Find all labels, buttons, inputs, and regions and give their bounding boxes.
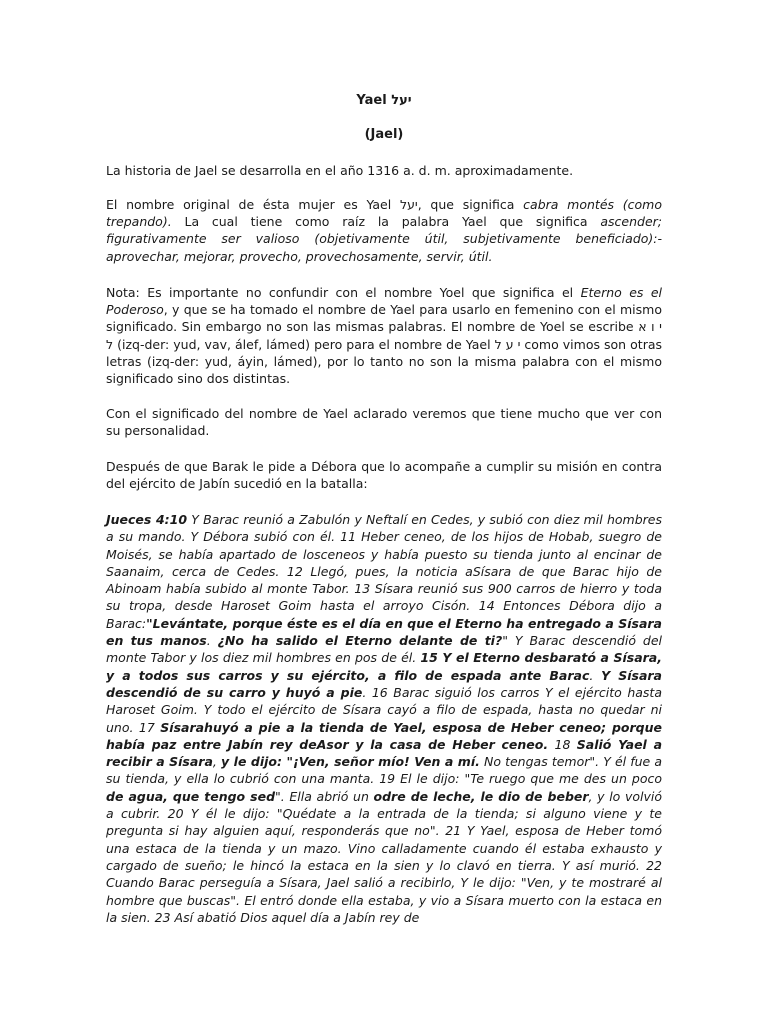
italic-span: ascender; figurativamente ser valioso (objetivamente útil, subjetivamente beneficiado):-aprovechar, mejorar, provecho, provechosamente, servir, útil. <box>106 214 662 264</box>
text-span: . <box>206 633 218 649</box>
text-span: El nombre original de ésta mujer es Yael <box>106 197 400 212</box>
bold-span: y le dijo: "¡Ven, señor mío! Ven a mí. <box>221 754 480 770</box>
hebrew-word: י ע ל <box>494 336 521 352</box>
hebrew-word: יעל <box>399 197 418 212</box>
bold-span: Sísarahuyó a pie a la tienda de Yael, esposa de Heber ceneo; porque había paz entre Jabín rey deAsor y la casa de Heber ceneo. <box>106 719 662 752</box>
paragraph-scripture <box>106 511 662 926</box>
paragraph-name-meaning <box>106 196 662 265</box>
text-span: , y lo volvió a cubrir. 20 Y él le dijo: "Quédate a la entrada de la tienda; si alguno viene y te pregunta si hay alguien aquí, responderás que no". 21 Y Yael, esposa de Heber tomó una estaca de la tienda y un mazo. Vino calladamente cuando él estaba exhausto y cargado de sueño; le hincó la estaca en la sien y lo clavó en tierra. Y así murió. 22 Cuando Barac perseguía a Sísara, Jael salió a recibirlo, Y le dijo: "Ven, y te mostraré al hombre que buscas". El entró donde ella estaba, y vio a Sísara muerto con la estaca en la sien. 23 Así abatió Dios aquel día a Jabín rey de <box>106 788 662 925</box>
text-span: , <box>212 754 222 770</box>
paragraph-personality: Con el significado del nombre de Yael aclarado veremos que tiene mucho que ver con su personalidad. <box>106 406 662 439</box>
scripture-reference: Jueces 4:10 <box>106 512 188 527</box>
hebrew-word: י ו א ל <box>106 319 662 352</box>
bold-span: Y Sísara descendió de su carro y huyó a pie <box>106 667 662 700</box>
paragraph-note <box>106 284 662 387</box>
title-hebrew: יעל <box>391 93 412 108</box>
document-subtitle: (Jael) <box>364 127 404 142</box>
text-span: " Y Barac descendió del monte Tabor y los diez mil hombres en pos de él. <box>106 633 662 666</box>
italic-span: cabra montés (como trepando). <box>106 197 662 230</box>
bold-span: 15 Y el Eterno desbarató a Sísara, y a todos sus carros y su ejército, a filo de espada ante Barac <box>106 650 662 683</box>
text-span: , que significa <box>417 197 524 212</box>
bold-span: de agua, que tengo sed <box>106 788 276 804</box>
text-span: La cual tiene como raíz la palabra Yael que significa <box>171 214 601 230</box>
paragraph-date: La historia de Jael se desarrolla en el año 1316 a. d. m. aproximadamente. <box>106 163 574 178</box>
text-span: Y Barac reunió a Zabulón y Neftalí en Cedes, y subió con diez mil hombres a su mando. Y Débora subió con él. 11 Heber ceneo, de los hijos de Hobab, suegro de Moisés, se había apartado de losceneos y había puesto su tienda junto al encinar de Saanaim, cerca de Cedes. 12 Llegó, pues, la noticia aSísara de que Barac hijo de Abinoam había subido al monte Tabor. 13 Sísara reunió sus 900 carros de hierro y toda su tropa, desde Haroset Goim hasta el arroyo Cisón. 14 Entonces Débora dijo a Barac: <box>106 512 662 631</box>
text-span: . 16 Barac siguió los carros Y el ejército hasta Haroset Goim. Y todo el ejército de Sísara cayó a filo de espada, hasta no quedar ni uno. 17 <box>106 684 662 735</box>
text-span: como vimos son otras letras (izq-der: yud, áyin, lámed), por lo tanto no son la misma palabra con el mismo significado sino dos distintas. <box>106 336 663 387</box>
bold-span: "Levántate, porque éste es el día en que el Eterno ha entregado a Sísara en tus manos <box>106 615 662 649</box>
text-span: 18 <box>548 736 577 752</box>
italic-span: Eterno es el Poderoso <box>106 285 662 318</box>
text-span: No tengas temor". Y él fue a su tienda, y ella lo cubrió con una manta. 19 El le dijo: "Te ruego que me des un poco <box>106 754 663 787</box>
document-title <box>106 92 662 109</box>
bold-span: Salió Yael a recibir a Sísara <box>106 736 663 770</box>
paragraph-battle-intro: Después de que Barak le pide a Débora que lo acompañe a cumplir su misión en contra del ejército de Jabín sucedió en la batalla: <box>106 459 662 492</box>
bold-span: ¿No ha salido el Eterno delante de ti? <box>217 633 503 649</box>
text-span: . <box>589 667 602 683</box>
text-span: , y que se ha tomado el nombre de Yael para usarlo en femenino con el mismo significado. Sin embargo no son las mismas palabras. El nombre de Yoel se escribe <box>106 302 662 335</box>
title-text: Yael <box>356 93 387 108</box>
bold-span: odre de leche, le dio de beber <box>373 788 589 804</box>
text-span: Nota: Es importante no confundir con el nombre Yoel que significa el <box>106 285 581 300</box>
text-span: ". Ella abrió un <box>275 788 374 804</box>
text-span: (izq-der: yud, vav, álef, lámed) pero para el nombre de Yael <box>113 336 495 352</box>
